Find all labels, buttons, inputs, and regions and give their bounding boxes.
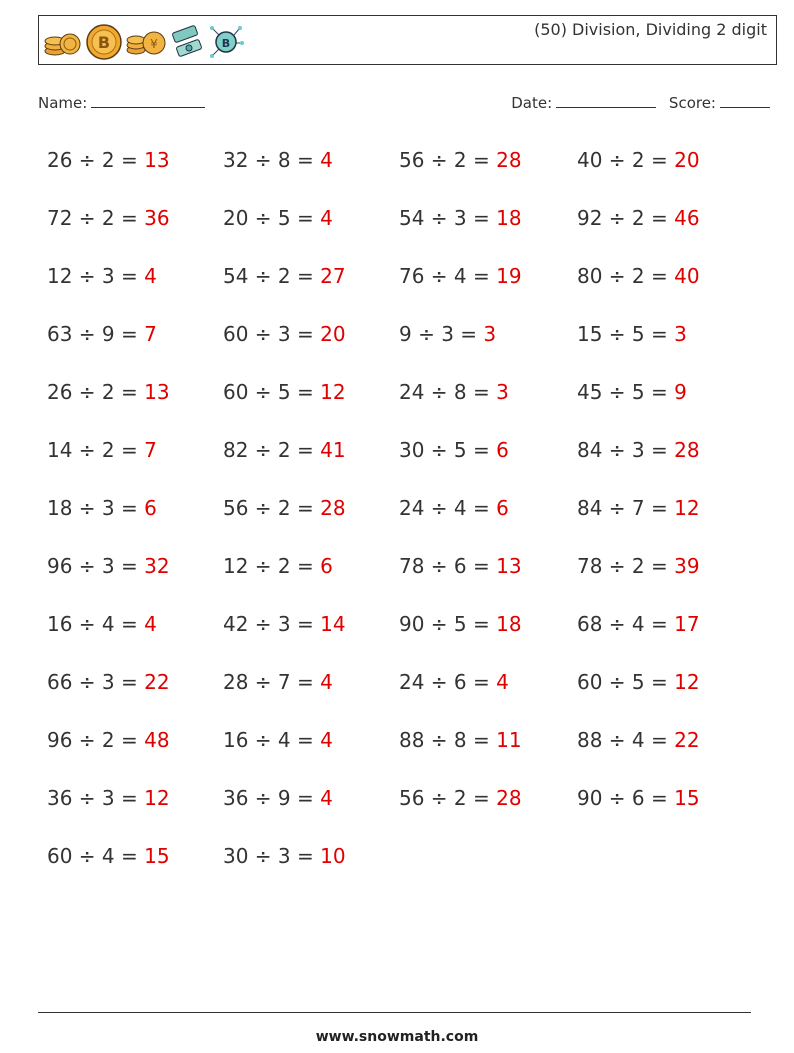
problem-question: 32 ÷ 8 = [223, 148, 321, 172]
problem-question: 56 ÷ 2 = [399, 786, 497, 810]
problem-answer: 13 [144, 148, 170, 172]
problem-question: 54 ÷ 3 = [399, 206, 497, 230]
division-problem [399, 261, 577, 319]
problem-question: 18 ÷ 3 = [47, 496, 145, 520]
problem-question: 9 ÷ 3 = [399, 322, 484, 346]
problem-answer: 20 [674, 148, 700, 172]
problem-question: 92 ÷ 2 = [577, 206, 675, 230]
problem-question: 24 ÷ 8 = [399, 380, 497, 404]
name-blank[interactable] [91, 93, 205, 108]
problem-answer: 27 [320, 264, 346, 288]
division-problem [223, 841, 399, 899]
problem-answer: 4 [320, 786, 333, 810]
problem-answer: 3 [496, 380, 509, 404]
date-label: Date: [511, 94, 553, 112]
problem-question: 96 ÷ 2 = [47, 728, 145, 752]
division-problem [223, 203, 399, 261]
division-problem [577, 725, 767, 783]
division-problem [223, 435, 399, 493]
problem-answer: 17 [674, 612, 700, 636]
header-icons [43, 22, 245, 62]
problem-answer: 22 [674, 728, 700, 752]
date-score-fields [511, 93, 770, 112]
problem-question: 56 ÷ 2 = [223, 496, 321, 520]
division-problem [47, 551, 223, 609]
division-problem [399, 783, 577, 841]
problem-question: 63 ÷ 9 = [47, 322, 145, 346]
division-problem [399, 435, 577, 493]
problem-answer: 36 [144, 206, 170, 230]
problem-question: 68 ÷ 4 = [577, 612, 675, 636]
svg-text:¥: ¥ [150, 37, 158, 51]
worksheet-title: (50) Division, Dividing 2 digit [534, 20, 767, 39]
division-problem [223, 783, 399, 841]
problem-answer: 7 [144, 322, 157, 346]
division-problem [399, 377, 577, 435]
problem-grid [47, 145, 767, 899]
division-problem [577, 551, 767, 609]
division-problem [223, 725, 399, 783]
division-problem [47, 609, 223, 667]
problem-answer: 22 [144, 670, 170, 694]
problem-answer: 6 [496, 438, 509, 462]
problem-question: 24 ÷ 4 = [399, 496, 497, 520]
coin-stack-icon [125, 27, 167, 57]
problem-answer: 12 [674, 670, 700, 694]
division-problem [399, 145, 577, 203]
problem-question: 26 ÷ 2 = [47, 380, 145, 404]
problem-question: 36 ÷ 9 = [223, 786, 321, 810]
bitcoin-coin-icon [85, 23, 123, 61]
division-problem [223, 261, 399, 319]
division-problem [223, 667, 399, 725]
problem-answer: 15 [674, 786, 700, 810]
division-problem [399, 667, 577, 725]
problem-question: 88 ÷ 8 = [399, 728, 497, 752]
problem-question: 80 ÷ 2 = [577, 264, 675, 288]
division-problem [223, 551, 399, 609]
problem-answer: 4 [320, 670, 333, 694]
division-problem [577, 493, 767, 551]
problem-question: 96 ÷ 3 = [47, 554, 145, 578]
problem-question: 76 ÷ 4 = [399, 264, 497, 288]
problem-question: 60 ÷ 3 = [223, 322, 321, 346]
problem-answer: 4 [320, 206, 333, 230]
name-field [38, 93, 205, 112]
problem-question: 90 ÷ 6 = [577, 786, 675, 810]
problem-answer: 7 [144, 438, 157, 462]
division-problem [223, 145, 399, 203]
division-problem [399, 725, 577, 783]
problem-answer: 40 [674, 264, 700, 288]
division-problem [47, 493, 223, 551]
division-problem [47, 145, 223, 203]
division-problem [577, 319, 767, 377]
problem-answer: 4 [320, 728, 333, 752]
problem-question: 20 ÷ 5 = [223, 206, 321, 230]
name-label: Name: [38, 94, 88, 112]
problem-question: 24 ÷ 6 = [399, 670, 497, 694]
problem-question: 72 ÷ 2 = [47, 206, 145, 230]
problem-answer: 4 [144, 612, 157, 636]
problem-question: 30 ÷ 5 = [399, 438, 497, 462]
problem-question: 30 ÷ 3 = [223, 844, 321, 868]
problem-answer: 18 [496, 612, 522, 636]
problem-question: 16 ÷ 4 = [47, 612, 145, 636]
problem-answer: 12 [674, 496, 700, 520]
score-blank[interactable] [720, 93, 770, 108]
svg-text:B: B [97, 33, 111, 52]
problem-answer: 4 [320, 148, 333, 172]
problem-question: 66 ÷ 3 = [47, 670, 145, 694]
problem-answer: 3 [483, 322, 497, 346]
problem-question: 36 ÷ 3 = [47, 786, 145, 810]
problem-question: 90 ÷ 5 = [399, 612, 497, 636]
problem-answer: 6 [320, 554, 333, 578]
problem-question: 45 ÷ 5 = [577, 380, 675, 404]
problem-answer: 13 [496, 554, 522, 578]
problem-question: 16 ÷ 4 = [223, 728, 321, 752]
division-problem [47, 435, 223, 493]
score-label: Score: [668, 94, 716, 112]
division-problem [47, 377, 223, 435]
division-problem [399, 609, 577, 667]
problem-question: 40 ÷ 2 = [577, 148, 675, 172]
division-problem [577, 377, 767, 435]
svg-text:B: B [221, 37, 231, 50]
problem-answer: 13 [144, 380, 170, 404]
division-problem [577, 435, 767, 493]
crypto-coin-icon [207, 23, 245, 61]
problem-question: 82 ÷ 2 = [223, 438, 321, 462]
banknotes-icon [169, 25, 205, 59]
division-problem [47, 667, 223, 725]
footer-divider [38, 1012, 751, 1013]
problem-question: 14 ÷ 2 = [47, 438, 145, 462]
problem-answer: 10 [320, 844, 346, 868]
problem-question: 42 ÷ 3 = [223, 612, 321, 636]
problem-answer: 9 [674, 380, 687, 404]
problem-question: 60 ÷ 4 = [47, 844, 145, 868]
problem-answer: 15 [144, 844, 170, 868]
division-problem [223, 319, 399, 377]
problem-answer: 41 [320, 438, 346, 462]
problem-answer: 4 [496, 670, 509, 694]
problem-question: 84 ÷ 3 = [577, 438, 675, 462]
problem-answer: 28 [320, 496, 346, 520]
division-problem [47, 203, 223, 261]
problem-question: 56 ÷ 2 = [399, 148, 497, 172]
division-problem [47, 841, 223, 899]
problem-question: 28 ÷ 7 = [223, 670, 321, 694]
problem-question: 54 ÷ 2 = [223, 264, 321, 288]
problem-question: 84 ÷ 7 = [577, 496, 675, 520]
division-problem [223, 493, 399, 551]
problem-answer: 39 [674, 554, 700, 578]
division-problem [399, 551, 577, 609]
problem-answer: 12 [320, 380, 346, 404]
division-problem [399, 319, 577, 377]
worksheet-header [38, 15, 777, 65]
problem-answer: 28 [674, 438, 700, 462]
division-problem [577, 145, 767, 203]
problem-answer: 3 [674, 322, 687, 346]
problem-answer: 28 [496, 786, 522, 810]
problem-question: 60 ÷ 5 = [223, 380, 321, 404]
coin-stack-icon [43, 27, 83, 57]
problem-answer: 14 [320, 612, 346, 636]
problem-answer: 18 [496, 206, 522, 230]
problem-answer: 28 [496, 148, 522, 172]
division-problem [47, 783, 223, 841]
problem-question: 12 ÷ 2 = [223, 554, 321, 578]
problem-question: 78 ÷ 6 = [399, 554, 497, 578]
division-problem [577, 609, 767, 667]
division-problem [577, 783, 767, 841]
division-problem [47, 725, 223, 783]
division-problem [223, 609, 399, 667]
problem-question: 88 ÷ 4 = [577, 728, 675, 752]
problem-answer: 11 [496, 728, 522, 752]
problem-answer: 12 [144, 786, 170, 810]
problem-question: 12 ÷ 3 = [47, 264, 145, 288]
division-problem [223, 377, 399, 435]
division-problem [47, 319, 223, 377]
division-problem [399, 203, 577, 261]
problem-answer: 19 [496, 264, 522, 288]
problem-answer: 20 [320, 322, 346, 346]
problem-question: 60 ÷ 5 = [577, 670, 675, 694]
problem-answer: 48 [144, 728, 170, 752]
division-problem [47, 261, 223, 319]
problem-question: 78 ÷ 2 = [577, 554, 675, 578]
problem-answer: 46 [674, 206, 700, 230]
problem-answer: 6 [496, 496, 509, 520]
division-problem [399, 493, 577, 551]
problem-question: 15 ÷ 5 = [577, 322, 675, 346]
footer-url: www.snowmath.com [315, 1029, 479, 1045]
problem-question: 26 ÷ 2 = [47, 148, 145, 172]
problem-answer: 6 [144, 496, 157, 520]
division-problem [577, 203, 767, 261]
problem-answer: 32 [144, 554, 170, 578]
problem-answer: 4 [144, 264, 157, 288]
division-problem [577, 667, 767, 725]
division-problem [577, 261, 767, 319]
date-blank[interactable] [556, 93, 656, 108]
